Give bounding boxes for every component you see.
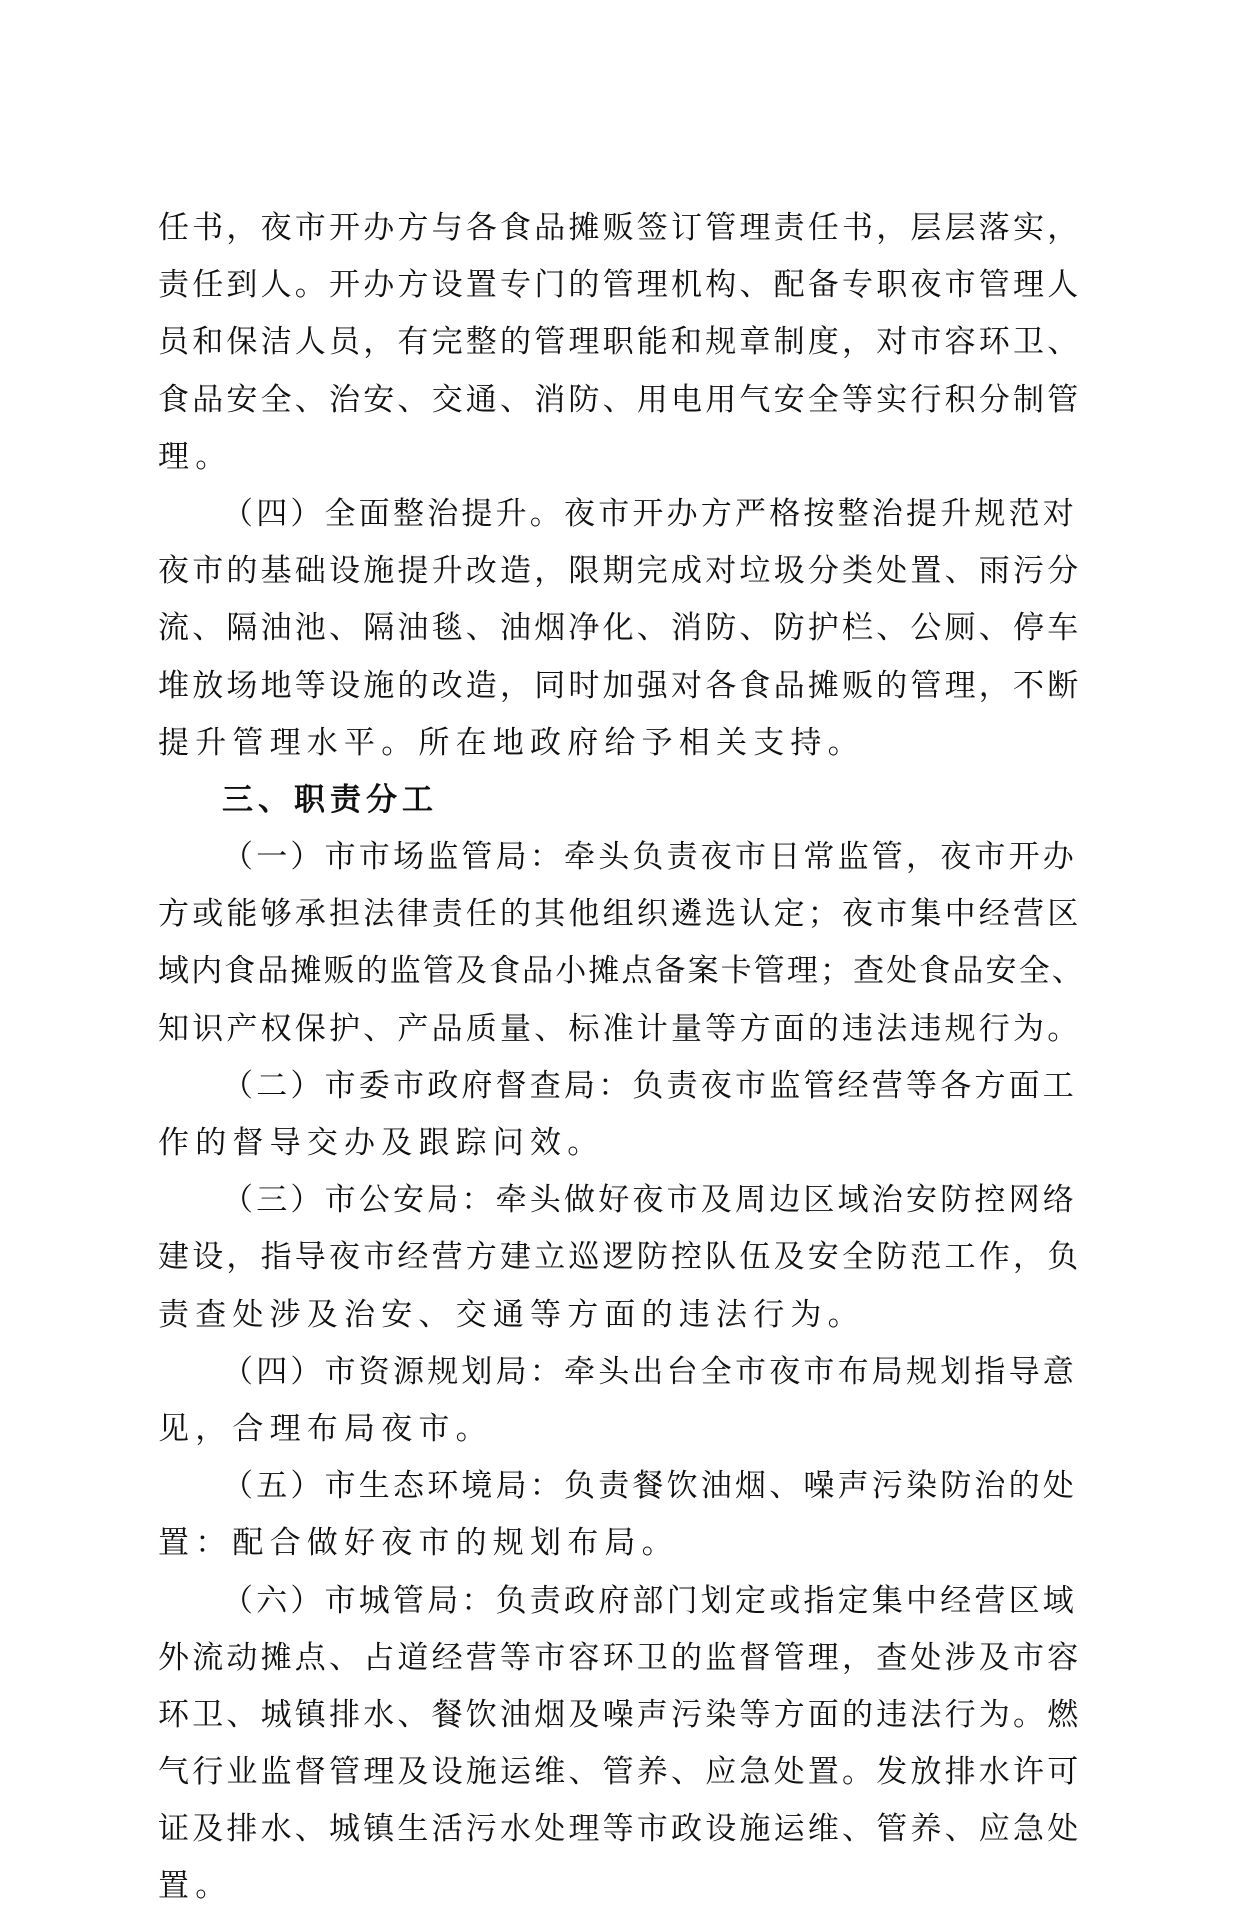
paragraph-start-line: （三）市公安局：牵头做好夜市及周边区域治安防控网络 — [222, 1182, 1077, 1219]
body-text-line: 环卫、城镇排水、餐饮油烟及噪声污染等方面的违法行为。燃 — [158, 1696, 1082, 1733]
paragraph-start-line: （四）全面整治提升。夜市开办方严格按整治提升规范对 — [222, 495, 1077, 532]
section-heading: 三、职责分工 — [222, 781, 438, 818]
paragraph-start-line: （六）市城管局：负责政府部门划定或指定集中经营区域 — [222, 1582, 1077, 1619]
body-text-line: 夜市的基础设施提升改造，限期完成对垃圾分类处置、雨污分 — [158, 553, 1082, 590]
paragraph-start-line: （一）市市场监管局：牵头负责夜市日常监管，夜市开办 — [222, 839, 1077, 876]
body-text-line: 责任到人。开办方设置专门的管理机构、配备专职夜市管理人 — [158, 267, 1082, 304]
body-text-line: 证及排水、城镇生活污水处理等市政设施运维、管养、应急处 — [158, 1811, 1082, 1848]
body-text-line: 置。 — [158, 1868, 233, 1905]
paragraph-start-line: （五）市生态环境局：负责餐饮油烟、噪声污染防治的处 — [222, 1468, 1077, 1505]
body-text-line: 理。 — [158, 438, 233, 475]
body-text-line: 作的督导交办及跟踪问效。 — [158, 1125, 605, 1161]
body-text-line: 员和保洁人员，有完整的管理职能和规章制度，对市容环卫、 — [158, 324, 1082, 361]
body-text-line: 建设，指导夜市经营方建立巡逻防控队伍及安全防范工作，负 — [158, 1239, 1082, 1276]
document-body — [158, 200, 1088, 1916]
paragraph-start-line: （二）市委市政府督查局：负责夜市监管经营等各方面工 — [222, 1067, 1077, 1104]
body-text-line: 食品安全、治安、交通、消防、用电用气安全等实行积分制管 — [158, 381, 1082, 418]
body-text-line: 域内食品摊贩的监管及食品小摊点备案卡管理；查处食品安全、 — [158, 953, 1085, 990]
body-text-line: 外流动摊点、占道经营等市容环卫的监督管理，查处涉及市容 — [158, 1639, 1082, 1676]
body-text-line: 流、隔油池、隔油毯、油烟净化、消防、防护栏、公厕、停车 — [158, 610, 1082, 647]
body-text-line: 见，合理布局夜市。 — [158, 1410, 493, 1447]
body-text-line: 知识产权保护、产品质量、标准计量等方面的违法违规行为。 — [158, 1010, 1082, 1047]
body-text-line: 提升管理水平。所在地政府给予相关支持。 — [158, 724, 865, 761]
body-text-line: 置：配合做好夜市的规划布局。 — [158, 1525, 679, 1562]
body-text-line: 责查处涉及治安、交通等方面的违法行为。 — [158, 1296, 865, 1333]
body-text-line: 堆放场地等设施的改造，同时加强对各食品摊贩的管理，不断 — [158, 667, 1082, 704]
body-text-line: 方或能够承担法律责任的其他组织遴选认定；夜市集中经营区 — [158, 896, 1082, 933]
paragraph-start-line: （四）市资源规划局：牵头出台全市夜市布局规划指导意 — [222, 1353, 1077, 1390]
body-text-line: 气行业监督管理及设施运维、管养、应急处置。发放排水许可 — [158, 1754, 1082, 1791]
body-text-line: 任书，夜市开办方与各食品摊贩签订管理责任书，层层落实， — [158, 210, 1082, 246]
